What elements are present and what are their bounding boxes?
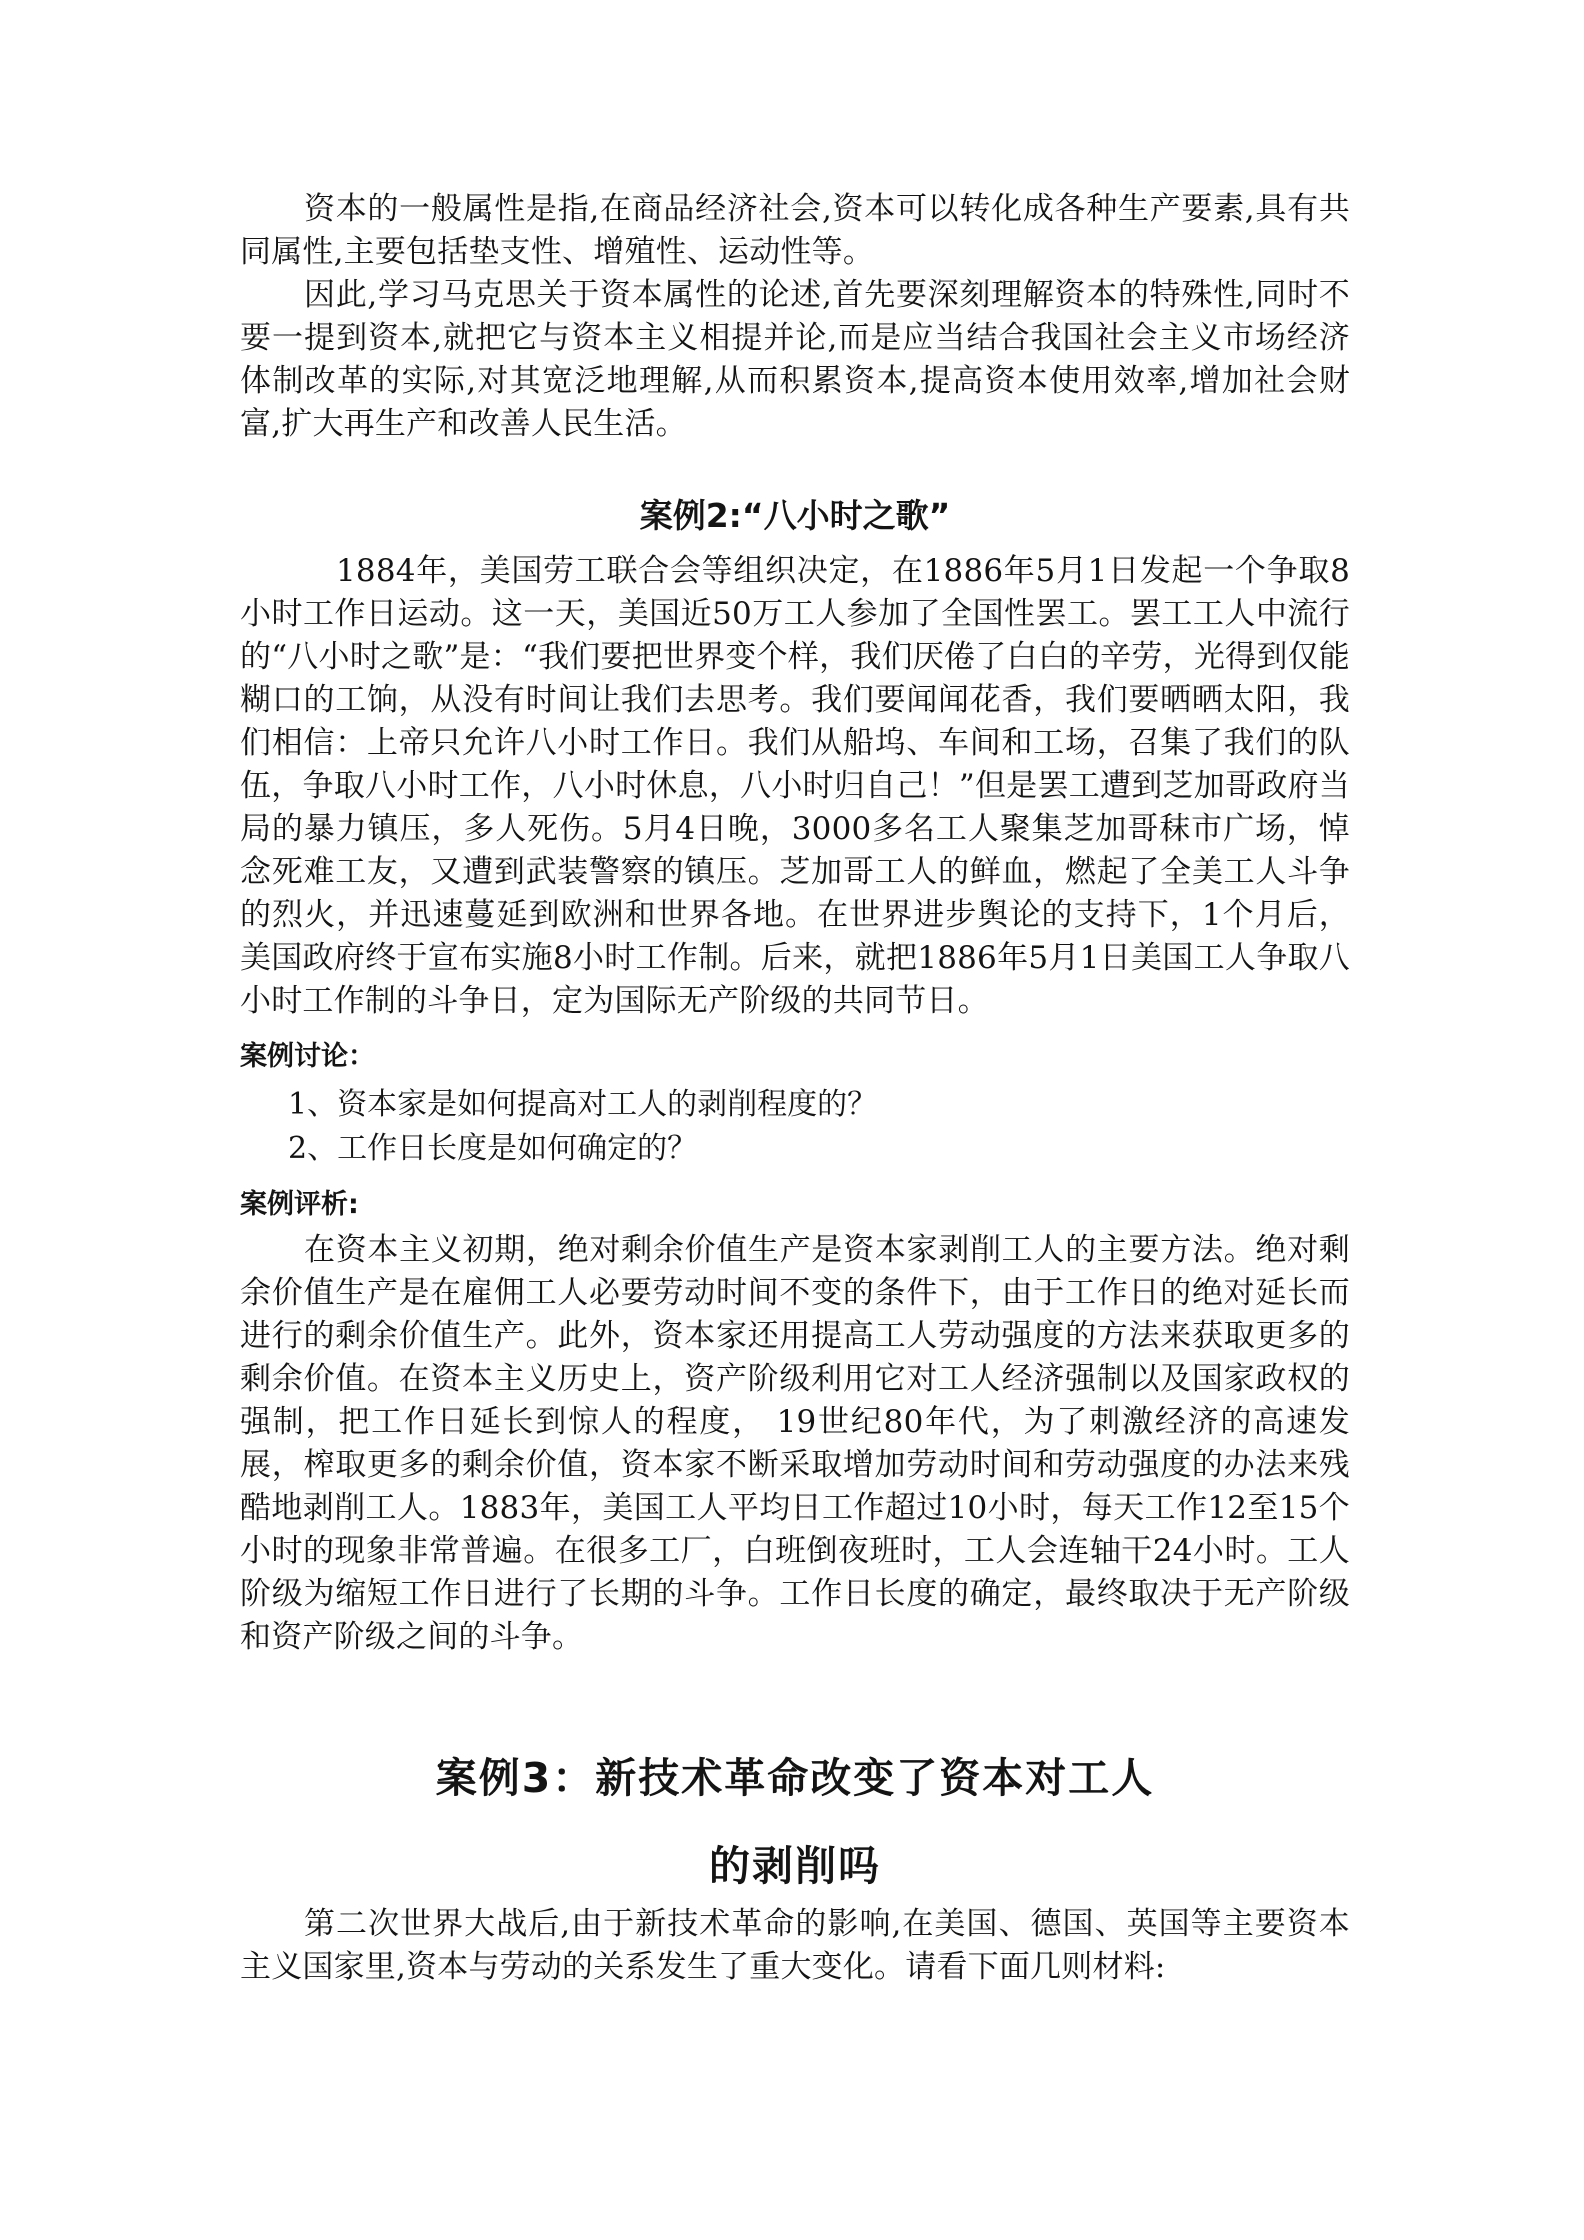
case2-discussion-heading: 案例讨论： (240, 1041, 375, 1072)
case3-body: 第二次世界大战后,由于新技术革命的影响,在美国、德国、英国等主要资本主义国家里,资本与劳动的关系发生了重大变化。请看下面几则材料: (240, 1906, 1350, 1985)
case2-question-1: 1、资本家是如何提高对工人的剥削程度的？ (288, 1087, 878, 1122)
intro-paragraph-1: 资本的一般属性是指,在商品经济社会,资本可以转化成各种生产要素,具有共同属性,主要包括垫支性、增殖性、运动性等。 (240, 191, 1350, 270)
case2-analysis-heading: 案例评析: (240, 1189, 359, 1220)
case2-body: 1884年，美国劳工联合会等组织决定，在1886年5月1日发起一个争取8小时工作日运动。这一天，美国近50万工人参加了全国性罢工。罢工工人中流行的“八小时之歌”是：“我们要把世界变个样，我们厌倦了白白的辛劳，光得到仅能糊口的工饷，从没有时间让我们去思考。我们要闻闻花香，我们要晒晒太阳，我们相信：上帝只允许八小时工作日。我们从船坞、车间和工场，召集了我们的队伍，争取八小时工作，八小时休息，八小时归自己！”但是罢工遭到芝加哥政府当局的暴力镇压，多人死伤。5月4日晚，3000多名工人聚集芝加哥秣市广场，悼念死难工友，又遭到武装警察的镇压。芝加哥工人的鲜血，燃起了全美工人斗争的烈火，并迅速蔓延到欧洲和世界各地。在世界进步舆论的支持下，1个月后，美国政府终于宣布实施8小时工作制。后来，就把1886年5月1日美国工人争取八小时工作制的斗争日，定为国际无产阶级的共同节日。 (240, 553, 1350, 1019)
case2-analysis-body: 在资本主义初期，绝对剩余价值生产是资本家剥削工人的主要方法。绝对剩余价值生产是在雇佣工人必要劳动时间不变的条件下，由于工作日的绝对延长而进行的剩余价值生产。此外，资本家还用提高工人劳动强度的方法来获取更多的剩余价值。在资本主义历史上，资产阶级利用它对工人经济强制以及国家政权的强制，把工作日延长到惊人的程度， 19世纪80年代，为了刺激经济的高速发展，榨取更多的剩余价值，资本家不断采取增加劳动时间和劳动强度的办法来残酷地剥削工人。1883年，美国工人平均日工作超过10小时，每天工作12至15个小时的现象非常普遍。在很多工厂，白班倒夜班时，工人会连轴干24小时。工人阶级为缩短工作日进行了长期的斗争。工作日长度的确定，最终取决于无产阶级和资产阶级之间的斗争。 (240, 1232, 1350, 1655)
intro-paragraph-2: 因此,学习马克思关于资本属性的论述,首先要深刻理解资本的特殊性,同时不要一提到资本,就把它与资本主义相提并论,而是应当结合我国社会主义市场经济体制改革的实际,对其宽泛地理解,从而积累资本,提高资本使用效率,增加社会财富,扩大再生产和改善人民生活。 (240, 277, 1350, 442)
case2-question-2: 2、工作日长度是如何确定的？ (288, 1131, 698, 1166)
page-content (240, 188, 1350, 1989)
case2-title: 案例2:“八小时之歌” (639, 496, 951, 535)
case3-title-line-2: 的剥削吗 (709, 1842, 881, 1890)
case3-title-line-1: 案例3：新技术革命改变了资本对工人 (435, 1754, 1155, 1802)
